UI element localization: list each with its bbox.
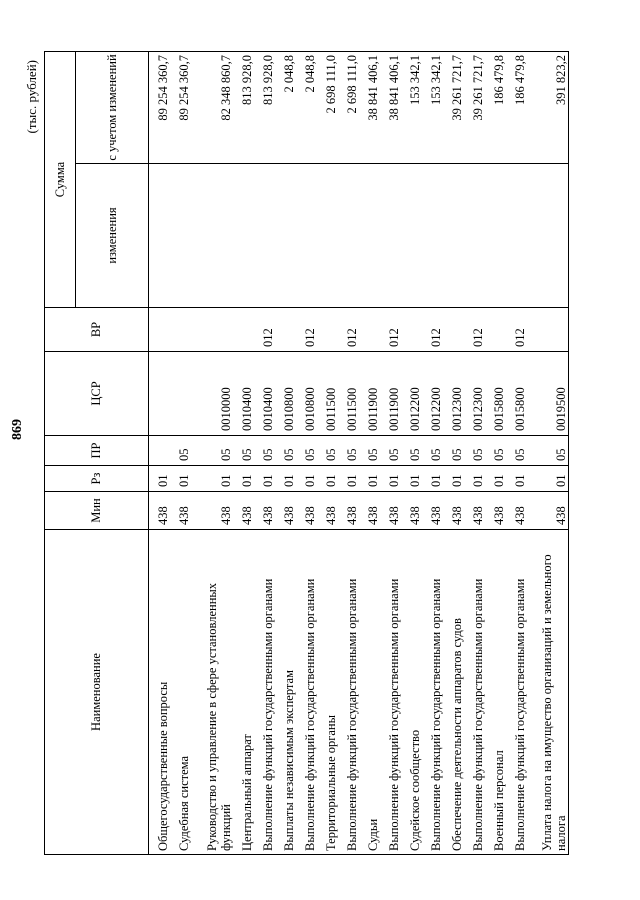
row-csr: 0010800 [275,352,296,436]
row-pr [149,436,170,466]
row-vr [233,308,254,352]
row-min: 438 [149,492,170,530]
row-vr [527,308,569,352]
row-csr [170,352,191,436]
row-vr [170,308,191,352]
row-csr: 0011500 [338,352,359,436]
row-min: 438 [527,492,569,530]
row-changes [317,164,338,308]
row-pr: 05 [380,436,401,466]
table-row [149,52,170,855]
row-min: 438 [380,492,401,530]
table-row [317,52,338,855]
row-pr: 05 [170,436,191,466]
row-total: 39 261 721,7 [464,52,485,164]
header-rz: Рз [45,466,149,492]
row-csr: 0019500 [527,352,569,436]
table-row [380,52,401,855]
row-changes [464,164,485,308]
row-min: 438 [275,492,296,530]
row-vr [485,308,506,352]
row-csr: 0015800 [506,352,527,436]
row-changes [443,164,464,308]
row-vr: 012 [506,308,527,352]
row-pr: 05 [317,436,338,466]
row-rz: 01 [527,466,569,492]
row-pr: 05 [254,436,275,466]
row-rz: 01 [191,466,233,492]
row-total: 186 479,8 [506,52,527,164]
row-rz: 01 [170,466,191,492]
row-min: 438 [443,492,464,530]
row-vr: 012 [296,308,317,352]
row-name: Выполнение функций государственными органами [506,530,527,855]
row-name: Судебная система [170,530,191,855]
table-row [275,52,296,855]
row-min: 438 [191,492,233,530]
row-pr: 05 [296,436,317,466]
row-min: 438 [401,492,422,530]
row-min: 438 [296,492,317,530]
row-min: 438 [317,492,338,530]
row-total: 38 841 406,1 [380,52,401,164]
table-row [191,52,233,855]
table-row [464,52,485,855]
row-rz: 01 [233,466,254,492]
row-name: Выполнение функций государственными органами [254,530,275,855]
row-csr: 0010400 [254,352,275,436]
row-rz: 01 [338,466,359,492]
row-vr [443,308,464,352]
row-pr: 05 [464,436,485,466]
row-total: 2 698 111,0 [317,52,338,164]
row-pr: 05 [401,436,422,466]
row-name: Обеспечение деятельности аппаратов судов [443,530,464,855]
row-rz: 01 [359,466,380,492]
row-name: Выплаты независимым экспертам [275,530,296,855]
row-changes [527,164,569,308]
row-min: 438 [254,492,275,530]
row-total: 391 823,2 [527,52,569,164]
row-changes [296,164,317,308]
header-sum: Сумма [45,52,76,308]
row-name: Выполнение функций государственными органами [380,530,401,855]
row-total: 813 928,0 [254,52,275,164]
row-pr: 05 [338,436,359,466]
header-csr: ЦСР [45,352,149,436]
row-vr [359,308,380,352]
row-total: 186 479,8 [485,52,506,164]
row-name: Центральный аппарат [233,530,254,855]
row-total: 153 342,1 [422,52,443,164]
row-csr: 0010800 [296,352,317,436]
row-changes [359,164,380,308]
row-name: Военный персонал [485,530,506,855]
table-row [485,52,506,855]
row-min: 438 [338,492,359,530]
row-csr: 0011900 [359,352,380,436]
row-rz: 01 [317,466,338,492]
row-rz: 01 [149,466,170,492]
table-row [401,52,422,855]
row-changes [233,164,254,308]
row-vr: 012 [380,308,401,352]
row-min: 438 [170,492,191,530]
row-pr: 05 [527,436,569,466]
row-name: Выполнение функций государственными органами [296,530,317,855]
row-csr: 0010000 [191,352,233,436]
row-changes [338,164,359,308]
row-csr: 0012300 [443,352,464,436]
row-rz: 01 [296,466,317,492]
row-total: 2 048,8 [275,52,296,164]
table-row [233,52,254,855]
row-name: Судьи [359,530,380,855]
row-rz: 01 [401,466,422,492]
row-changes [191,164,233,308]
row-rz: 01 [422,466,443,492]
row-name: Уплата налога на имущество организаций и земельного налога [527,530,569,855]
row-csr: 0015800 [485,352,506,436]
row-changes [170,164,191,308]
table-row [296,52,317,855]
row-total: 39 261 721,7 [443,52,464,164]
row-vr: 012 [422,308,443,352]
row-total: 813 928,0 [233,52,254,164]
table-body [149,52,569,855]
row-pr: 05 [233,436,254,466]
row-rz: 01 [275,466,296,492]
row-vr: 012 [254,308,275,352]
row-name: Выполнение функций государственными органами [422,530,443,855]
row-csr [149,352,170,436]
table-row [506,52,527,855]
row-pr: 05 [506,436,527,466]
table-row [527,52,569,855]
header-changes: изменения [76,164,149,308]
row-changes [422,164,443,308]
row-csr: 0010400 [233,352,254,436]
row-changes [149,164,170,308]
row-changes [401,164,422,308]
header-pr: ПР [45,436,149,466]
row-pr: 05 [443,436,464,466]
row-pr: 05 [275,436,296,466]
row-name: Территориальные органы [317,530,338,855]
row-name: Общегосударственные вопросы [149,530,170,855]
row-total: 89 254 360,7 [170,52,191,164]
row-total: 89 254 360,7 [149,52,170,164]
row-min: 438 [359,492,380,530]
row-csr: 0012200 [422,352,443,436]
row-rz: 01 [443,466,464,492]
row-rz: 01 [506,466,527,492]
header-with-changes: с учетом изменений [76,52,149,164]
header-min: Мин [45,492,149,530]
row-name: Выполнение функций государственными органами [338,530,359,855]
table-row [338,52,359,855]
row-name: Судейское сообщество [401,530,422,855]
table-row [359,52,380,855]
row-vr [149,308,170,352]
row-vr: 012 [464,308,485,352]
row-rz: 01 [254,466,275,492]
row-min: 438 [464,492,485,530]
row-csr: 0012200 [401,352,422,436]
row-vr [401,308,422,352]
row-rz: 01 [485,466,506,492]
row-total: 153 342,1 [401,52,422,164]
table-row [422,52,443,855]
row-min: 438 [506,492,527,530]
row-total: 2 048,8 [296,52,317,164]
row-min: 438 [422,492,443,530]
row-pr: 05 [422,436,443,466]
row-changes [506,164,527,308]
row-min: 438 [485,492,506,530]
row-vr [191,308,233,352]
table-row [170,52,191,855]
row-csr: 0011900 [380,352,401,436]
header-vr: ВР [45,308,149,352]
row-pr: 05 [191,436,233,466]
budget-table [44,51,569,855]
units-note: (тыс. рублей) [24,60,39,134]
row-rz: 01 [380,466,401,492]
row-changes [485,164,506,308]
row-changes [380,164,401,308]
table-row [443,52,464,855]
row-min: 438 [233,492,254,530]
row-csr: 0011500 [317,352,338,436]
row-changes [254,164,275,308]
row-changes [275,164,296,308]
row-name: Руководство и управление в сфере установленных функций [191,530,233,855]
row-rz: 01 [464,466,485,492]
row-vr: 012 [338,308,359,352]
row-total: 82 348 860,7 [191,52,233,164]
table-row [254,52,275,855]
page-number: 869 [10,419,25,440]
row-pr: 05 [485,436,506,466]
header-name: Наименование [45,530,149,855]
row-vr [317,308,338,352]
row-csr: 0012300 [464,352,485,436]
row-pr: 05 [359,436,380,466]
row-name: Выполнение функций государственными органами [464,530,485,855]
row-vr [275,308,296,352]
row-total: 38 841 406,1 [359,52,380,164]
row-total: 2 698 111,0 [338,52,359,164]
